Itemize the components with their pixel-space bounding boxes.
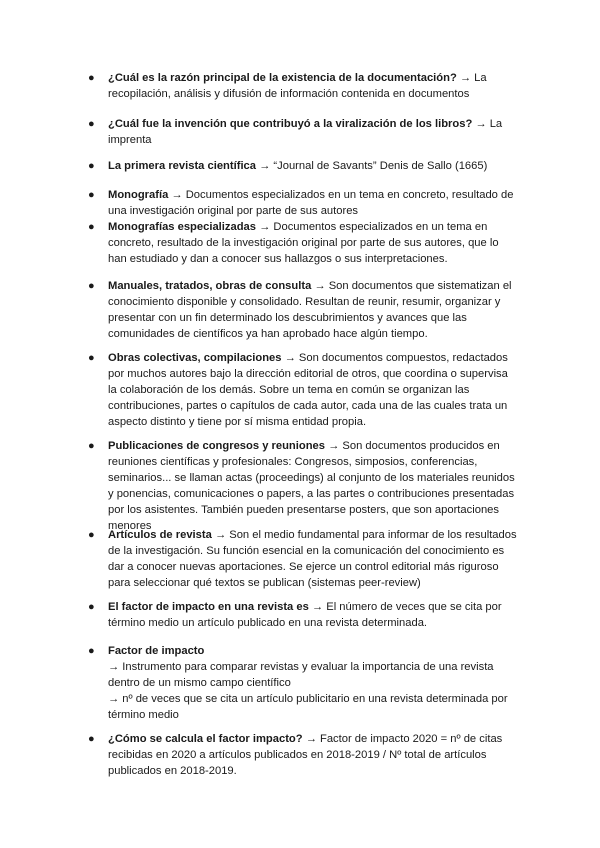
- list-item: [88, 278, 518, 342]
- bullet-icon: ●: [88, 72, 95, 84]
- item-heading: Factor de impacto: [108, 645, 205, 657]
- bullet-icon: ●: [88, 189, 95, 201]
- item-text: → Son documentos que sistematizan el conocimiento disponible y consolidado. Resultan de reunir, resumir, organizar y presentar con un fin determinado los descubrimientos y avances que las comunidades de científicos ya han aprobado hace algún tiempo.: [108, 280, 512, 340]
- bullet-icon: ●: [88, 160, 95, 172]
- list-item: [88, 599, 518, 631]
- bullet-icon: ●: [88, 733, 95, 745]
- list-item: [88, 643, 518, 723]
- item-heading: Publicaciones de congresos y reuniones: [108, 440, 325, 452]
- item-heading: Monografías especializadas: [108, 221, 256, 233]
- list-item: [88, 158, 518, 174]
- item-text: → Documentos especializados en un tema en concreto, resultado de la investigación original por parte de sus autores, que lo han estudiado y dan a conocer sus hallazgos o sus interpretaciones.: [108, 221, 499, 265]
- item-heading: Manuales, tratados, obras de consulta: [108, 280, 312, 292]
- bullet-icon: ●: [88, 645, 95, 657]
- bullet-icon: ●: [88, 280, 95, 292]
- item-text: → Son documentos producidos en reuniones científicas y profesionales: Congresos, simposios, conferencias, seminarios... se llaman actas (proceedings) al conjunto de los materiales reunidos y ponencias, comunicaciones o papers, a las partes o contribuciones presentadas por los asistentes. También pueden presentarse posters, que son aportaciones menores: [108, 440, 515, 532]
- item-text: → Son documentos compuestos, redactados por muchos autores bajo la dirección editorial de otros, que coordina o supervisa la colaboración de los demás. Sobre un tema en común se organizan las contribuciones, partes o capítulos de cada autor, cada una de las cuales trata un aspecto distinto y tiene por sí misma entidad propia.: [108, 352, 508, 428]
- item-heading: Obras colectivas, compilaciones: [108, 352, 282, 364]
- item-text: → nº de veces que se cita un artículo publicitario en una revista determinada por término medio: [108, 693, 508, 721]
- bullet-icon: ●: [88, 601, 95, 613]
- item-text: → Factor de impacto 2020 = nº de citas recibidas en 2020 a artículos publicados en 2018-2019 / Nº total de artículos publicados en 2018-2019.: [108, 733, 503, 777]
- list-item: [88, 438, 518, 534]
- bullet-icon: ●: [88, 440, 95, 452]
- item-heading: Artículos de revista: [108, 529, 212, 541]
- item-heading: ¿Cuál es la razón principal de la existencia de la documentación?: [108, 72, 457, 84]
- bullet-icon: ●: [88, 118, 95, 130]
- item-text: → Instrumento para comparar revistas y evaluar la importancia de una revista dentro de un mismo campo científico: [108, 661, 494, 689]
- item-text: → El número de veces que se cita por término medio un artículo publicado en una revista determinada.: [108, 601, 502, 629]
- list-item: [88, 527, 518, 591]
- list-item: [88, 187, 518, 219]
- list-item: [88, 70, 518, 102]
- list-item: [88, 116, 518, 148]
- item-text: → La imprenta: [108, 118, 503, 146]
- item-text: → “Journal de Savants” Denis de Sallo (1665): [256, 160, 488, 172]
- bullet-icon: ●: [88, 221, 95, 233]
- item-heading: La primera revista científica: [108, 160, 256, 172]
- list-item: [88, 731, 518, 779]
- list-item: [88, 219, 518, 267]
- item-heading: ¿Cómo se calcula el factor impacto?: [108, 733, 303, 745]
- item-text: → Son el medio fundamental para informar de los resultados de la investigación. Su función esencial en la comunicación del conocimiento es dar a conocer nuevas aportaciones. Se ejerce un control editorial más riguroso para seleccionar qué textos se publican (sistemas peer-review): [108, 529, 517, 589]
- bullet-icon: ●: [88, 529, 95, 541]
- item-heading: ¿Cuál fue la invención que contribuyó a la viralización de los libros?: [108, 118, 473, 130]
- item-heading: Monografía: [108, 189, 169, 201]
- list-item: [88, 350, 518, 430]
- bullet-icon: ●: [88, 352, 95, 364]
- item-text: → La recopilación, análisis y difusión de información contenida en documentos: [108, 72, 487, 100]
- item-heading: El factor de impacto en una revista es: [108, 601, 309, 613]
- item-text: → Documentos especializados en un tema en concreto, resultado de una investigación original por parte de sus autores: [108, 189, 514, 217]
